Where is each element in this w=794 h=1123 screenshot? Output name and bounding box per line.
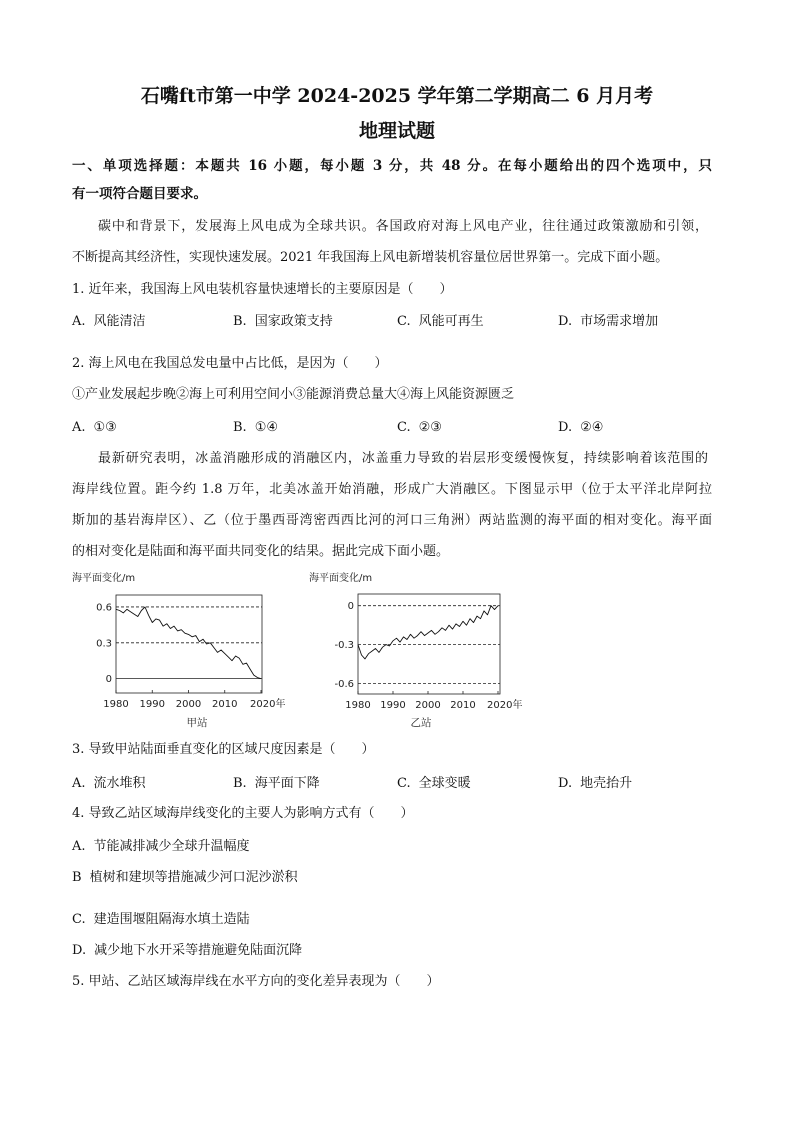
option-c[interactable] bbox=[397, 775, 471, 793]
option-label: D. bbox=[72, 943, 87, 958]
y-axis-label: 海平面变化/m bbox=[309, 573, 373, 584]
y-tick-label: -0.3 bbox=[334, 640, 354, 652]
option-a[interactable] bbox=[72, 838, 250, 856]
y-tick-label: -0.6 bbox=[334, 679, 354, 691]
passage-line: 最新研究表明，冰盖消融形成的消融区内，冰盖重力导致的岩层形变缓慢恢复，持续影响着该范围的 bbox=[98, 451, 708, 466]
x-tick-label: 2020年 bbox=[487, 700, 523, 711]
option-text: 风能可再生 bbox=[418, 314, 484, 329]
option-d[interactable] bbox=[72, 942, 302, 960]
x-tick-label: 2000 bbox=[175, 699, 202, 710]
option-a[interactable] bbox=[72, 313, 146, 331]
option-label: C. bbox=[397, 420, 411, 435]
sea-level-charts bbox=[0, 560, 560, 735]
y-tick-label: 0.6 bbox=[96, 602, 112, 614]
question-stem: 4. 导致乙站区域海岸线变化的主要人为影响方式有（ ） bbox=[72, 806, 414, 821]
option-label: B. bbox=[233, 420, 247, 435]
question-stem: 5. 甲站、乙站区域海岸线在水平方向的变化差异表现为（ ） bbox=[72, 974, 440, 989]
question-stem: 2. 海上风电在我国总发电量中占比低，是因为（ ） bbox=[72, 356, 388, 371]
option-text: 全球变暖 bbox=[418, 776, 471, 791]
option-text: 减少地下水开采等措施避免陆面沉降 bbox=[94, 943, 303, 958]
option-b[interactable] bbox=[233, 419, 278, 437]
exam-title: 石嘴ft市第一中学 2024-2025 学年第二学期高二 6 月月考 bbox=[140, 85, 654, 107]
sea-level-chart-jia bbox=[72, 571, 285, 729]
y-axis-label: 海平面变化/m bbox=[72, 573, 136, 584]
x-tick-label: 1990 bbox=[380, 700, 406, 711]
option-text: ②④ bbox=[580, 420, 604, 435]
option-text: 市场需求增加 bbox=[580, 314, 659, 329]
option-label: A. bbox=[72, 839, 86, 854]
option-label: D. bbox=[558, 776, 573, 791]
option-label: B. bbox=[233, 314, 247, 329]
x-tick-label: 1980 bbox=[103, 699, 129, 710]
option-label: C. bbox=[72, 912, 86, 927]
option-c[interactable] bbox=[397, 313, 484, 331]
passage-line: 的相对变化是陆面和海平面共同变化的结果。据此完成下面小题。 bbox=[72, 544, 450, 559]
option-text: 国家政策支持 bbox=[254, 314, 333, 329]
option-text: 风能清洁 bbox=[93, 314, 146, 329]
question-stem: 1. 近年来，我国海上风电装机容量快速增长的主要原因是（ ） bbox=[72, 282, 453, 297]
passage-line: 碳中和背景下，发展海上风电成为全球共识。各国政府对海上风电产业，往往通过政策激励和引领， bbox=[98, 219, 708, 234]
option-a[interactable] bbox=[72, 775, 146, 793]
option-label: B. bbox=[233, 776, 247, 791]
subject-title: 地理试题 bbox=[358, 120, 435, 142]
y-tick-label: 0.3 bbox=[96, 638, 112, 650]
option-label: A. bbox=[72, 314, 86, 329]
x-tick-label: 2020年 bbox=[250, 699, 286, 710]
option-text: 建造围堰阻隔海水填土造陆 bbox=[93, 912, 250, 927]
option-text: ①③ bbox=[93, 420, 117, 435]
x-tick-label: 2000 bbox=[415, 700, 441, 711]
option-label: C. bbox=[397, 776, 411, 791]
passage-line: 海岸线位置。距今约 1.8 万年，北美冰盖开始消融，形成广大消融区。下图显示甲（位于太平洋北岸阿拉 bbox=[72, 482, 712, 497]
option-label: B bbox=[72, 870, 82, 885]
chart-caption: 乙站 bbox=[410, 717, 432, 729]
option-c[interactable] bbox=[72, 911, 250, 929]
passage-line: 不断提高其经济性，实现快速发展。2021 年我国海上风电新增装机容量位居世界第一。完成下面小题。 bbox=[72, 250, 669, 265]
x-tick-label: 2010 bbox=[212, 699, 238, 710]
option-text: 地壳抬升 bbox=[580, 776, 633, 791]
option-text: 海平面下降 bbox=[254, 776, 320, 791]
option-text: ①④ bbox=[254, 420, 278, 435]
x-tick-label: 1980 bbox=[345, 700, 371, 711]
option-d[interactable] bbox=[558, 313, 658, 331]
sea-level-series-line bbox=[358, 606, 498, 659]
chart-caption: 甲站 bbox=[186, 717, 208, 729]
option-b[interactable] bbox=[233, 313, 333, 331]
sea-level-chart-yi bbox=[309, 571, 522, 729]
passage-line: 斯加的基岩海岸区）、乙（位于墨西哥湾密西西比河的河口三角洲）两站监测的海平面的相对变化。海平面 bbox=[72, 513, 712, 528]
y-tick-label: 0 bbox=[347, 601, 354, 613]
option-label: A. bbox=[72, 420, 86, 435]
option-text: 节能减排减少全球升温幅度 bbox=[93, 839, 250, 854]
option-c[interactable] bbox=[397, 419, 442, 437]
y-tick-label: 0 bbox=[105, 674, 112, 686]
x-tick-label: 2010 bbox=[450, 700, 476, 711]
section-instruction-line: 一、单项选择题：本题共 16 小题，每小题 3 分，共 48 分。在每小题给出的四个选项中，只 bbox=[72, 158, 712, 174]
option-d[interactable] bbox=[558, 775, 632, 793]
option-label: D. bbox=[558, 420, 573, 435]
plot-frame bbox=[358, 594, 500, 694]
option-text: 植树和建坝等措施减少河口泥沙淤积 bbox=[89, 870, 298, 885]
option-text: 流水堆积 bbox=[93, 776, 146, 791]
option-label: C. bbox=[397, 314, 411, 329]
option-d[interactable] bbox=[558, 419, 603, 437]
question-statements: ①产业发展起步晚②海上可利用空间小③能源消费总量大④海上风能资源匮乏 bbox=[72, 387, 515, 402]
option-b[interactable] bbox=[72, 869, 298, 887]
option-label: D. bbox=[558, 314, 573, 329]
question-stem: 3. 导致甲站陆面垂直变化的区域尺度因素是（ ） bbox=[72, 742, 375, 757]
option-text: ②③ bbox=[418, 420, 442, 435]
option-label: A. bbox=[72, 776, 86, 791]
option-b[interactable] bbox=[233, 775, 320, 793]
x-tick-label: 1990 bbox=[139, 699, 165, 710]
option-a[interactable] bbox=[72, 419, 117, 437]
section-instruction-line: 有一项符合题目要求。 bbox=[72, 186, 207, 202]
